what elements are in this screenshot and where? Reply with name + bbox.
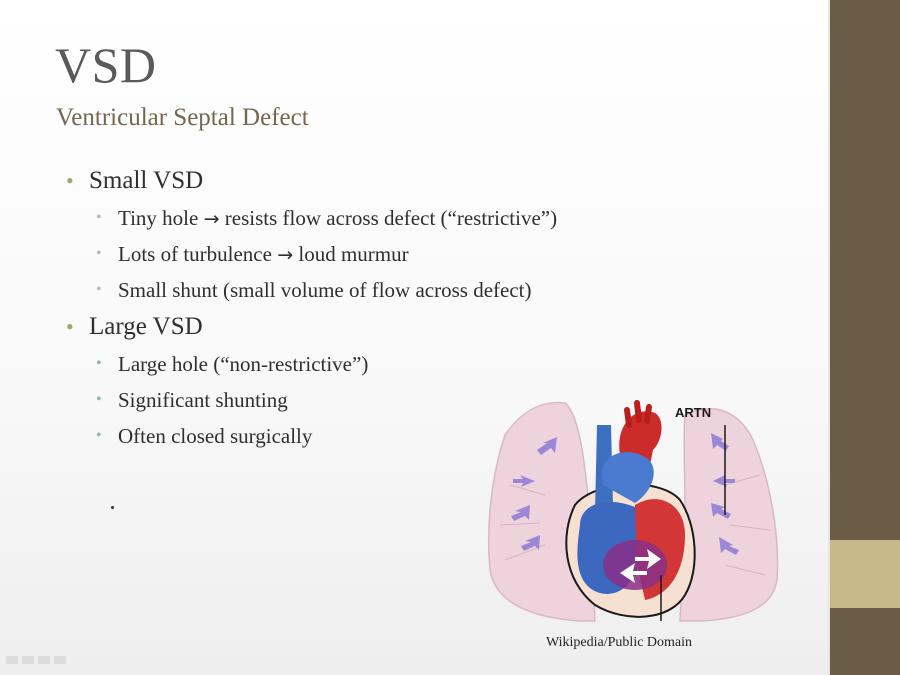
right-arrow-icon: → (203, 208, 220, 230)
sub-bullet-text: Significant shunting (118, 388, 288, 412)
right-arrow-icon: → (277, 244, 294, 266)
bullet-heading: Large VSD (89, 313, 203, 340)
sub-bullet (66, 272, 557, 308)
heart-lungs-illustration (485, 395, 785, 627)
sidebar-accent-band (830, 540, 900, 608)
sub-bullet (66, 200, 557, 236)
slide-navigation-controls[interactable] (6, 656, 66, 668)
bullet-small-vsd (66, 162, 557, 200)
sub-bullet-text: Lots of turbulence (118, 242, 278, 266)
bullet-icon: • (66, 314, 74, 339)
menu-icon[interactable] (38, 656, 50, 664)
sub-bullet (66, 418, 557, 454)
previous-slide-icon[interactable] (6, 656, 18, 664)
bullet-icon: • (96, 391, 102, 408)
figure-label: ARTN (675, 405, 712, 420)
bullet-icon: • (96, 427, 102, 444)
sub-bullet-text: loud murmur (293, 242, 409, 266)
sub-bullet (66, 346, 557, 382)
bullet-icon: • (66, 168, 74, 193)
sub-bullet-text: Often closed surgically (118, 424, 313, 448)
bullet-list (66, 162, 557, 454)
right-sidebar-decoration (830, 0, 900, 675)
figure-caption: Wikipedia/Public Domain (546, 635, 693, 650)
sub-bullet-text: Large hole (“non-restrictive”) (118, 352, 369, 376)
bullet-icon: • (96, 245, 102, 262)
next-slide-icon[interactable] (54, 656, 66, 664)
bullet-icon: • (96, 209, 102, 226)
septal-defect-mixing (603, 540, 667, 590)
pen-icon[interactable] (22, 656, 34, 664)
sub-bullet-text: Tiny hole (118, 206, 204, 230)
sub-bullet-text: Small shunt (small volume of flow across defect) (118, 278, 532, 302)
bullet-heading: Small VSD (89, 167, 204, 194)
sub-bullet (66, 236, 557, 272)
vessel-top (627, 403, 649, 425)
slide-title: VSD (55, 37, 157, 93)
bullet-icon: • (96, 355, 102, 372)
heart-diagram-svg (485, 395, 785, 627)
bullet-icon: • (96, 281, 102, 298)
bullet-large-vsd (66, 308, 557, 346)
stray-dot (111, 506, 114, 509)
sub-bullet-text: resists flow across defect (“restrictive”) (219, 206, 558, 230)
sub-bullet (66, 382, 557, 418)
slide-subtitle: Ventricular Septal Defect (56, 104, 309, 131)
